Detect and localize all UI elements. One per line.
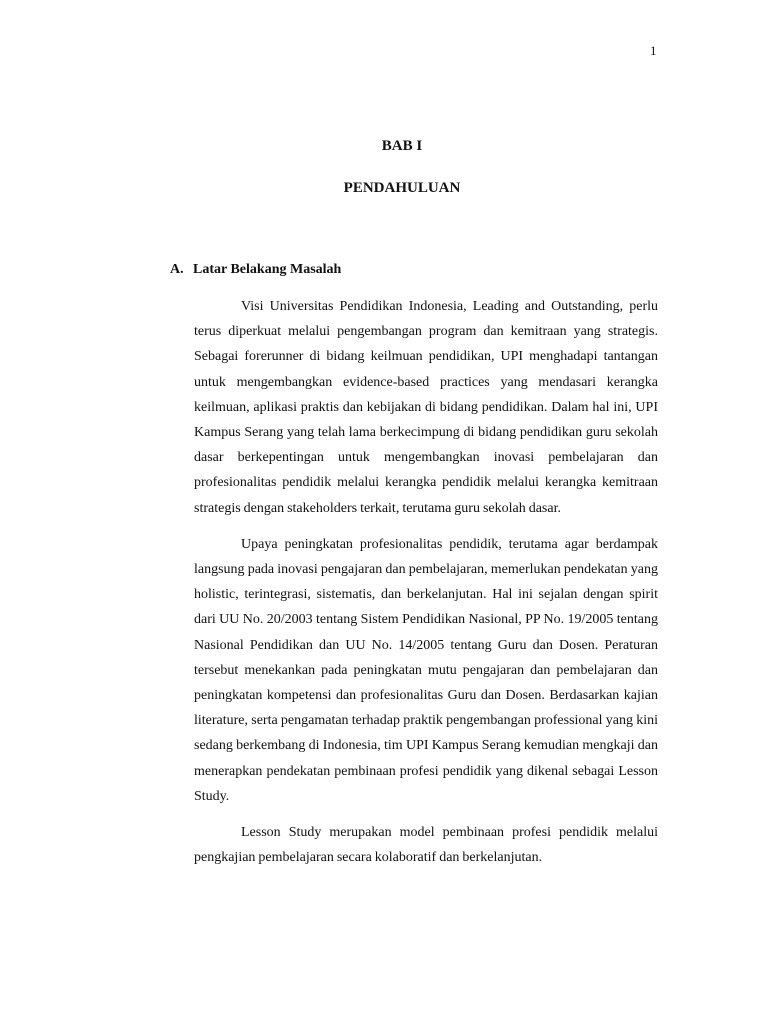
paragraph-1: Visi Universitas Pendidikan Indonesia, Leading and Outstanding, perlu terus diperkuat melalui pengembangan program dan kemitraan yang strategis. Sebagai forerunner di bidang keilmuan pendidikan, UPI menghadapi tantangan untuk mengembangkan evidence-based practices yang mendasari kerangka keilmuan, aplikasi praktis dan kebijakan di bidang pendidikan. Dalam hal ini, UPI Kampus Serang yang telah lama berkecimpung di bidang pendidikan guru sekolah dasar berkepentingan untuk mengembangkan inovasi pembelajaran dan profesionalitas pendidik melalui kerangka pendidik melalui kerangka kemitraan strategis dengan stakeholders terkait, terutama guru sekolah dasar. <box>194 299 658 516</box>
section-title: Latar Belakang Masalah <box>193 262 342 277</box>
paragraph-3: Lesson Study merupakan model pembinaan profesi pendidik melalui pengkajian pembelajaran secara kolaboratif dan berkelanjutan. <box>194 825 658 866</box>
paragraph-2: Upaya peningkatan profesionalitas pendidik, terutama agar berdampak langsung pada inovasi pengajaran dan pembelajaran, memerlukan pendekatan yang holistic, terintegrasi, sistematis, dan berkelanjutan. Hal ini sejalan dengan spirit dari UU No. 20/2003 tentang Sistem Pendidikan Nasional, PP No. 19/2005 tentang Nasional Pendidikan dan UU No. 14/2005 tentang Guru dan Dosen. Peraturan tersebut menekankan pada peningkatan mutu pengajaran dan pembelajaran dan peningkatan kompetensi dan profesionalitas Guru dan Dosen. Berdasarkan kajian literature, serta pengamatan terhadap praktik pengembangan professional yang kini sedang berkembang di Indonesia, tim UPI Kampus Serang kemudian mengkaji dan menerapkan pendekatan pembinaan profesi pendidik yang dikenal sebagai Lesson Study. <box>194 536 658 804</box>
body-text <box>194 294 658 881</box>
page-number: 1 <box>650 43 657 58</box>
section-letter: A. <box>170 262 184 277</box>
section-heading <box>170 262 341 278</box>
chapter-number: BAB I <box>381 138 423 154</box>
chapter-title: PENDAHULUAN <box>343 180 461 196</box>
